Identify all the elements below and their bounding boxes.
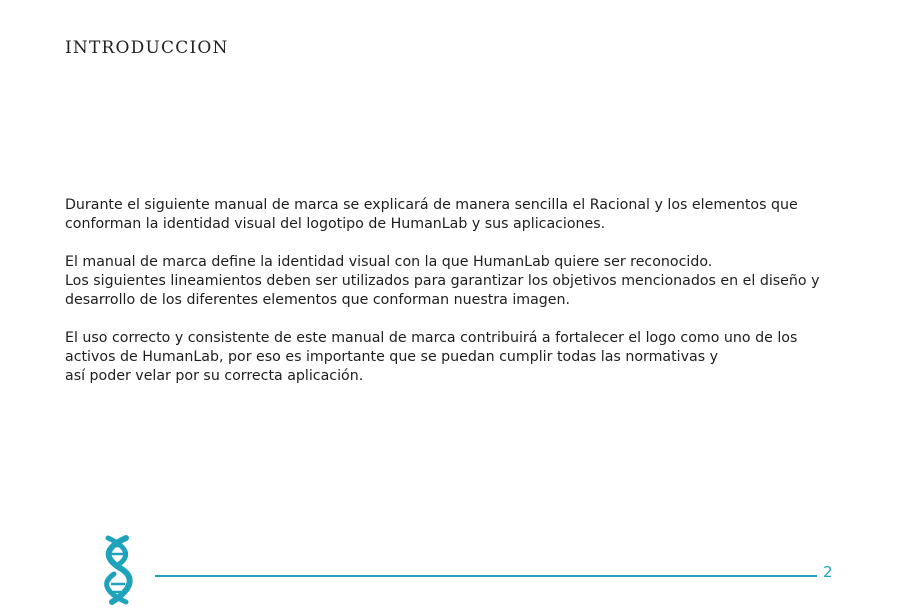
paragraph-2 bbox=[65, 253, 855, 310]
paragraph-line: conforman la identidad visual del logotipo de HumanLab y sus aplicaciones. bbox=[65, 216, 606, 232]
paragraph-line: así poder velar por su correcta aplicación. bbox=[65, 368, 364, 384]
paragraph-1 bbox=[65, 196, 855, 234]
paragraph-3 bbox=[65, 329, 855, 386]
paragraph-line: El manual de marca define la identidad visual con la que HumanLab quiere ser reconocido. bbox=[65, 254, 713, 270]
page-number: 2 bbox=[823, 563, 833, 581]
paragraph-line: Los siguientes lineamientos deben ser utilizados para garantizar los objetivos mencionados en el diseño y bbox=[65, 273, 820, 289]
footer-divider bbox=[155, 575, 817, 577]
paragraph-line: desarrollo de los diferentes elementos que conforman nuestra imagen. bbox=[65, 292, 571, 308]
paragraph-line: El uso correcto y consistente de este manual de marca contribuirá a fortalecer el logo como uno de los bbox=[65, 330, 798, 346]
dna-helix-icon bbox=[98, 534, 138, 606]
page-title: INTRODUCCION bbox=[65, 38, 229, 58]
paragraph-line: activos de HumanLab, por eso es importante que se puedan cumplir todas las normativas y bbox=[65, 349, 718, 365]
paragraph-line: Durante el siguiente manual de marca se explicará de manera sencilla el Racional y los elementos que bbox=[65, 197, 798, 213]
intro-body bbox=[65, 196, 855, 405]
